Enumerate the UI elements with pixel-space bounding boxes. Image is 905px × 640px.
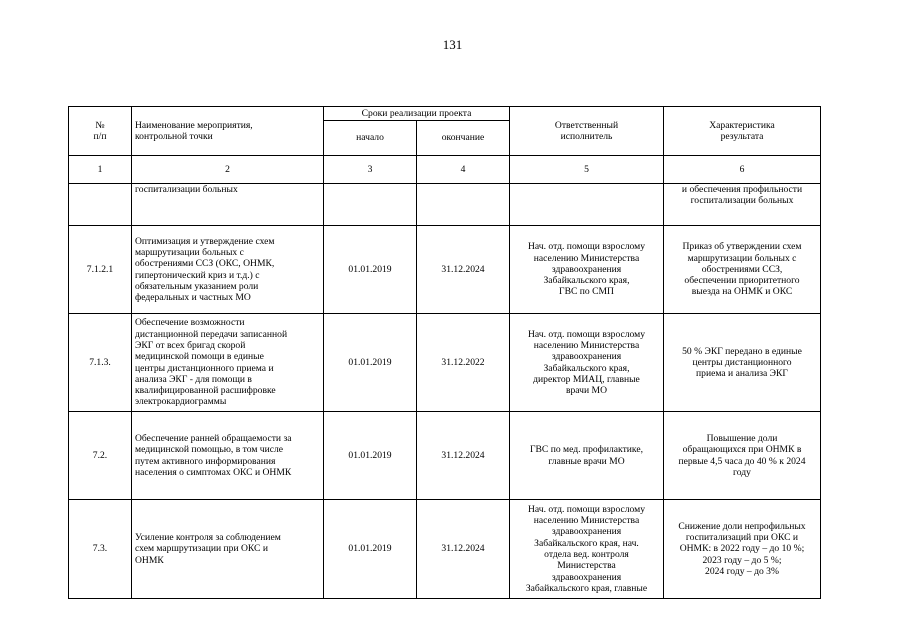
continuation-row [69,184,821,226]
table-cell [510,184,664,226]
column-number: 5 [510,156,664,184]
row-result: 50 % ЭКГ передано в единые центры дистанционного приема и анализа ЭКГ [664,314,821,412]
header-name: Наименование мероприятия, контрольной точки [132,107,324,156]
row-num: 7.1.2.1 [69,226,132,314]
row-start: 01.01.2019 [324,500,417,599]
row-start: 01.01.2019 [324,412,417,500]
row-end: 31.12.2024 [417,412,510,500]
header-row [69,107,821,121]
row-end: 31.12.2022 [417,314,510,412]
row-start: 01.01.2019 [324,226,417,314]
row-responsible: Нач. отд. помощи взрослому населению Министерства здравоохранения Забайкальского края, нач. отдела вед. контроля Министерства здравоохранения Забайкальского края, главные [510,500,664,599]
row-result: Снижение доли непрофильных госпитализаций при ОКС и ОНМК: в 2022 году – до 10 %; 2023 году – до 5 %; 2024 году – до 3% [664,500,821,599]
header-start: начало [324,121,417,156]
table-row [69,314,821,412]
column-numbers-row [69,156,821,184]
row-name: Усиление контроля за соблюдением схем маршрутизации при ОКС и ОНМК [132,500,324,599]
header-timeline: Сроки реализации проекта [324,107,510,121]
row-num: 7.1.3. [69,314,132,412]
row-responsible: ГВС по мед. профилактике, главные врачи МО [510,412,664,500]
header-end: окончание [417,121,510,156]
table-row [69,412,821,500]
row-start: 01.01.2019 [324,314,417,412]
row-result: Приказ об утверждении схем маршрутизации больных с обострениями ССЗ, обеспечении приоритетного выезда на ОНМК и ОКС [664,226,821,314]
header-num: № п/п [69,107,132,156]
continuation-name: госпитализации больных [132,184,324,226]
table-cell [417,184,510,226]
table-row [69,226,821,314]
row-name: Обеспечение возможности дистанционной передачи записанной ЭКГ от всех бригад скорой медицинской помощи в единые центры дистанционного приема и анализа ЭКГ - для помощи в квалифицированной расшифровке электрокардиограммы [132,314,324,412]
page-number: 131 [442,37,463,52]
events-table [68,106,821,599]
row-responsible: Нач. отд. помощи взрослому населению Министерства здравоохранения Забайкальского края, ГВС по СМП [510,226,664,314]
header-responsible: Ответственный исполнитель [510,107,664,156]
row-name: Обеспечение ранней обращаемости за медицинской помощью, в том числе путем активного информирования населения о симптомах ОКС и ОНМК [132,412,324,500]
row-end: 31.12.2024 [417,226,510,314]
row-end: 31.12.2024 [417,500,510,599]
table-cell [324,184,417,226]
column-number: 2 [132,156,324,184]
table-row [69,500,821,599]
row-num: 7.3. [69,500,132,599]
column-number: 3 [324,156,417,184]
table-cell [69,184,132,226]
column-number: 6 [664,156,821,184]
continuation-result: и обеспечения профильности госпитализации больных [664,184,821,226]
row-responsible: Нач. отд. помощи взрослому населению Министерства здравоохранения Забайкальского края, директор МИАЦ, главные врачи МО [510,314,664,412]
row-result: Повышение доли обращающихся при ОНМК в первые 4,5 часа до 40 % к 2024 году [664,412,821,500]
column-number: 1 [69,156,132,184]
row-num: 7.2. [69,412,132,500]
column-number: 4 [417,156,510,184]
row-name: Оптимизация и утверждение схем маршрутизации больных с обострениями ССЗ (ОКС, ОНМК, гипертонический криз и т.д.) с обязательным указанием роли федеральных и частных МО [132,226,324,314]
header-result: Характеристика результата [664,107,821,156]
